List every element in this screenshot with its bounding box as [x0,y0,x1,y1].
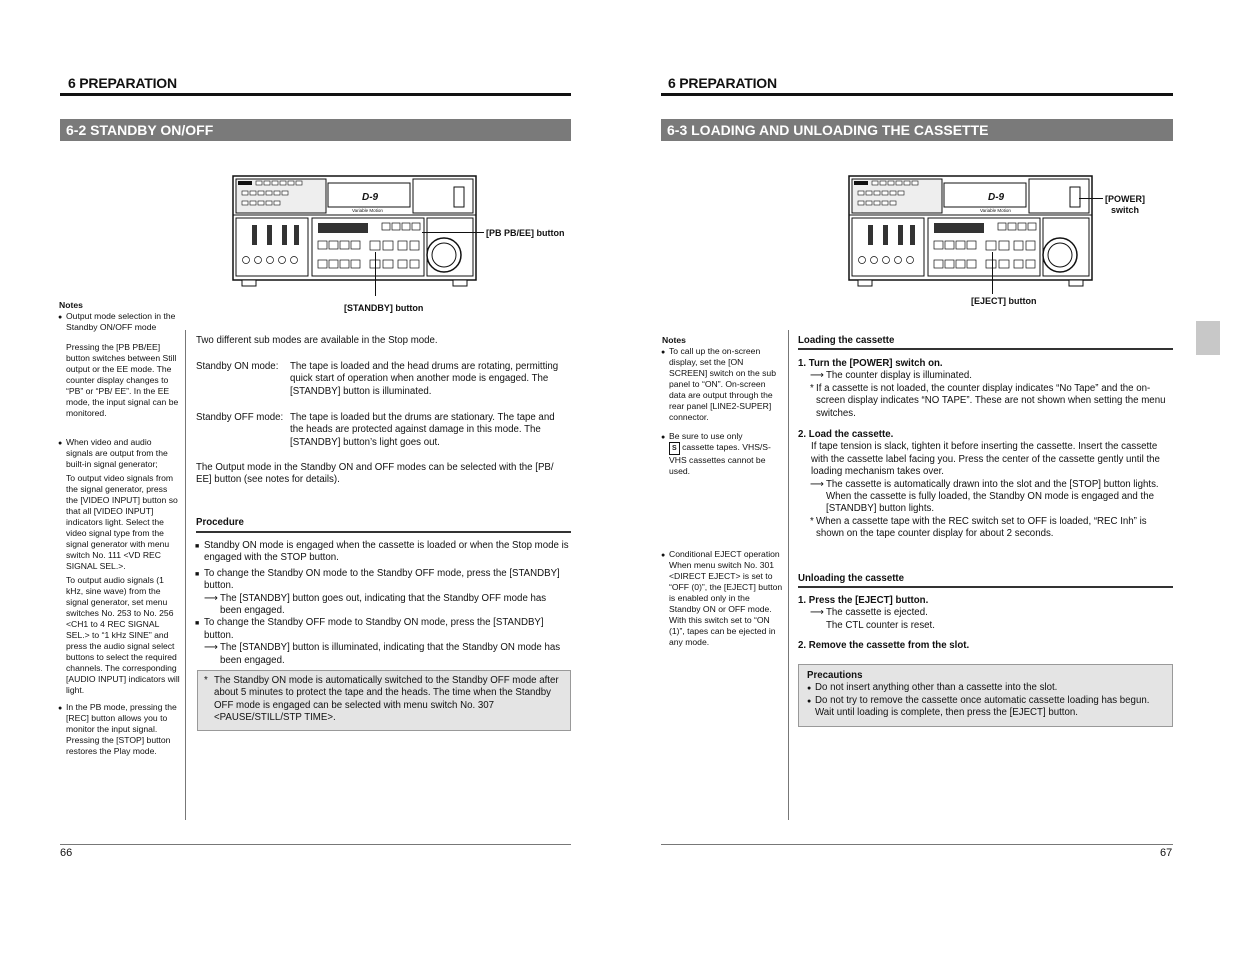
loading-step-1: 1. Turn the [POWER] switch on. [798,358,943,369]
column-divider-right [788,330,789,820]
asterisk-icon: * [810,515,814,527]
loading-step-2: 2. Load the cassette. [798,429,894,441]
step-result-2: When the cassette is fully loaded, the Standby ON mode is engaged and the [STANDBY] button lights. [826,491,1154,515]
asterisk-icon: * [810,382,814,394]
step-text: If tape tension is slack, tighten it before inserting the cassette. Insert the cassette with the cassette label facing you. Press the center of the cassette gently until the loading mechanism takes over. [811,441,1160,478]
callout-pbee-button: [PB PB/EE] button [486,228,565,238]
callout-standby-button: [STANDBY] button [344,303,424,313]
procedure-result: ⟶ The [STANDBY] button goes out, indicating that the Standby OFF mode has been engaged. [204,592,547,617]
section-title-left: 6-2 STANDBY ON/OFF [60,119,571,141]
step-result-2: The CTL counter is reset. [826,619,935,631]
step-star-note: * If a cassette is not loaded, the counter display indicates “No Tape” and the on-screen display indicates “NO TAPE”. These are not shown when setting the menu switches. [810,382,1166,419]
procedure-item: ■ Standby ON mode is engaged when the cassette is loaded or when the Stop mode is engaged with the STOP button. [204,540,570,565]
note-item: ● In the PB mode, pressing the [REC] button allows you to monitor the input signal. Pressing the [STOP] button restores the Play mode. [66,702,180,757]
note-item: ● When video and audio signals are output from the built-in signal generator; [66,437,180,470]
device-logo-left: D-9 [362,192,379,203]
callout-power-switch: [POWER] switch [1105,194,1145,215]
arrow-right-icon: ⟶ [204,592,218,604]
footnote-box [197,670,571,731]
chapter-title-right: 6 PREPARATION [668,75,777,91]
procedure-result: ⟶ The [STANDBY] button is illuminated, indicating that the Standby ON mode has been engaged. [204,642,561,666]
asterisk-icon: * [204,675,208,686]
footer-rule-right [661,844,1173,845]
procedure-list [204,540,570,667]
precaution-item: ● Do not try to remove the cassette once automatic cassette loading has begun. Wait until loading is complete, then press the [EJECT] button. [815,695,1164,720]
procedure-title: Procedure [196,517,244,528]
svhs-logo-icon: S [669,442,680,455]
device-logo-right: D-9 [988,192,1005,203]
unloading-rule [798,586,1173,588]
device-illustration-left [232,175,477,287]
standby-off-label: Standby OFF mode: [196,412,284,423]
footnote-text: * The Standby ON mode is automatically switched to the Standby OFF mode after about 5 minutes to protect the tape and the heads. The time when the Standby OFF mode is engaged can be selected with menu switch No. 307 <PAUSE/STILL/STP TIME>. [204,675,559,724]
note-item: ● To call up the on-screen display, set the [ON SCREEN] switch on the sub panel to “ON”. On-screen data are output through the rear panel [LINE2-SUPER] connector. [669,346,783,423]
arrow-right-icon: ⟶ [204,642,218,654]
procedure-rule [196,531,571,533]
column-divider-left [185,330,186,820]
notes-title-left: Notes [59,300,83,310]
device-sub-right: Variable Motion [980,208,1011,213]
arrow-right-icon: ⟶ [810,607,824,619]
note-item: ● Conditional EJECT operation When menu switch No. 301 <DIRECT EJECT> is set to “OFF (0)”, the [EJECT] button is enabled only in the Standby ON or OFF mode. With this switch set to “ON (1)”, tapes can be ejected in any mode. [669,549,783,648]
chapter-title-left: 6 PREPARATION [68,75,177,91]
thumb-tab-marker [1196,321,1220,355]
output-mode-text: The Output mode in the Standby ON and OFF modes can be selected with the [PB/ EE] button (see notes for details). [196,462,554,486]
standby-on-text: The tape is loaded and the head drums are rotating, permitting quick start of operation when another mode is engaged. The [STANDBY] button is illuminated. [290,361,559,397]
step-result: ⟶ The cassette is automatically drawn into the slot and the [STOP] button lights. [810,478,1159,490]
note-body: To output video signals from the signal generator, press the [VIDEO INPUT] button so that all [VIDEO INPUT] indicators light. Select the video signal type from the signal generator with menu switch No. 111 <VD REC SIGNAL SEL.>. [66,473,178,571]
arrow-right-icon: ⟶ [810,370,824,382]
device-illustration-right [848,175,1093,287]
page-number-left: 66 [60,847,73,859]
notes-column-right [669,346,783,648]
vcr-front-panel-icon [848,175,1093,287]
intro-text: Two different sub modes are available in the Stop mode. [196,335,438,346]
note-body: Pressing the [PB PB/EE] button switches between Still output or the EE mode. The counter display changes to “PB” or “PB/ EE”. In the EE mode, the input signal can be monitored. [66,342,179,418]
loading-title: Loading the cassette [798,335,895,346]
unloading-step-1: 1. Press the [EJECT] button. [798,595,929,606]
standby-on-label: Standby ON mode: [196,361,279,372]
step-result: ⟶ The cassette is ejected. [810,607,928,619]
callout-line-power [1079,198,1103,199]
note-body: To output audio signals (1 kHz, sine wave) from the signal generator, set menu switches No. 253 to No. 256 <CH1 to 4 REC SIGNAL SEL.> to “1 kHz SINE” and press the audio signal select buttons to select the required channels. The corresponding [AUDIO INPUT] indicators will light. [66,575,180,695]
unloading-title: Unloading the cassette [798,573,905,584]
vcr-front-panel-icon [232,175,477,287]
chapter-rule-right [661,93,1173,96]
note-item: ● Be sure to use only S cassette tapes. VHS/S-VHS cassettes cannot be used. [669,431,783,477]
callout-line-eject [992,252,993,294]
notes-title-right: Notes [662,335,686,345]
procedure-item: ■ To change the Standby OFF mode to Standby ON mode, press the [STANDBY] button. [204,617,570,642]
standby-off-text: The tape is loaded but the drums are stationary. The tape and the heads are protected against damage in this mode. The [STANDBY] button’s light goes out. [290,412,555,448]
device-sub-left: Variable Motion [352,208,383,213]
precaution-item: ● Do not insert anything other than a cassette into the slot. [815,682,1164,694]
callout-line-standby [375,252,376,296]
arrow-right-icon: ⟶ [810,478,824,490]
loading-steps [798,358,1173,541]
callout-eject-button: [EJECT] button [971,296,1037,306]
loading-rule [798,348,1173,350]
unloading-step-2: 2. Remove the cassette from the slot. [798,640,970,652]
unloading-steps [798,595,1173,653]
footer-rule-left [60,844,571,845]
step-star-note: * When a cassette tape with the REC switch set to OFF is loaded, “REC Inh” is shown on the tape counter display for about 2 seconds. [810,515,1147,540]
note-item: ● Output mode selection in the Standby ON/OFF mode [66,311,180,333]
page-number-right: 67 [1160,847,1173,859]
precautions-title: Precautions [807,670,863,681]
notes-column-left [66,311,180,757]
procedure-item: ■ To change the Standby ON mode to the Standby OFF mode, press the [STANDBY] button. [204,568,570,593]
section-title-right: 6-3 LOADING AND UNLOADING THE CASSETTE [661,119,1173,141]
precautions-box [798,664,1173,727]
callout-line-pbee [422,232,484,233]
step-result: ⟶ The counter display is illuminated. [810,370,972,382]
chapter-rule-left [60,93,571,96]
